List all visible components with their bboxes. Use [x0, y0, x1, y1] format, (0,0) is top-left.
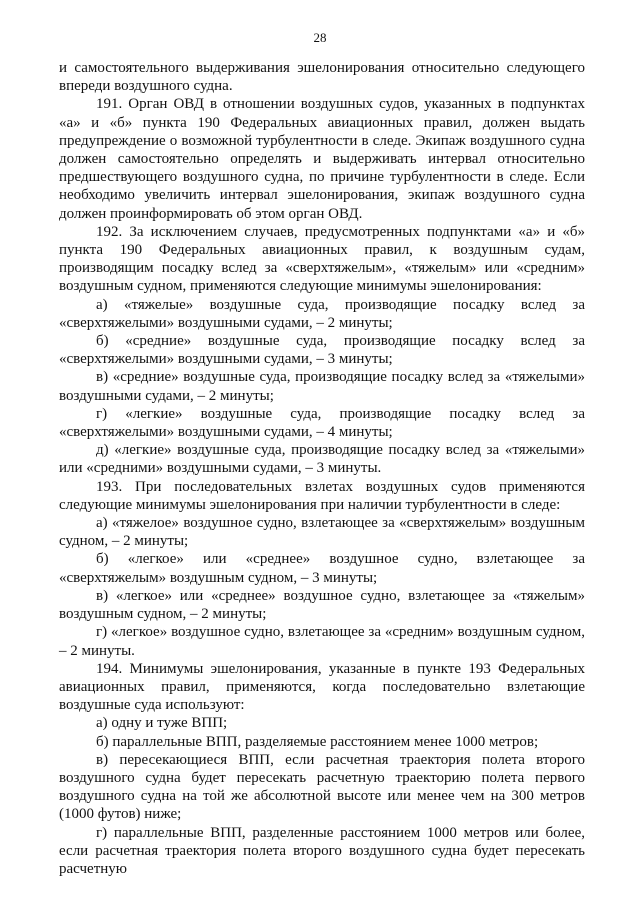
list-item-194-g: г) параллельные ВПП, разделенные расстоянием 1000 метров или более, если расчетная траектория полета второго воздушного судна будет пересекать расчетную	[59, 824, 585, 877]
list-item-192-b: б) «средние» воздушные суда, производящие посадку вслед за «сверхтяжелыми» воздушными судами, – 3 минуты;	[59, 333, 585, 368]
paragraph-193: 193. При последовательных взлетах воздушных судов применяются следующие минимумы эшелонирования при наличии турбулентности в следе:	[59, 478, 585, 513]
paragraph-192: 192. За исключением случаев, предусмотренных подпунктами «а» и «б» пункта 190 Федеральных авиационных правил, к воздушным судам, производящим посадку вслед за «сверхтяжелым», «тяжелым» или «средним» воздушным судном, применяются следующие минимумы эшелонирования:	[59, 223, 585, 295]
list-item-194-a: а) одну и туже ВПП;	[96, 715, 228, 732]
list-item-193-a: а) «тяжелое» воздушное судно, взлетающее за «сверхтяжелым» воздушным судном, – 2 минуты;	[59, 515, 585, 550]
list-item-193-g: г) «легкое» воздушное судно, взлетающее за «средним» воздушным судном, – 2 минуты.	[59, 624, 585, 659]
list-item-192-v: в) «средние» воздушные суда, производящие посадку вслед за «тяжелыми» воздушными судами, – 2 минуты;	[59, 369, 585, 404]
list-item-192-a: а) «тяжелые» воздушные суда, производящие посадку вслед за «сверхтяжелыми» воздушными судами, – 2 минуты;	[59, 296, 585, 331]
list-item-194-b: б) параллельные ВПП, разделяемые расстоянием менее 1000 метров;	[96, 733, 539, 750]
document-body	[59, 59, 585, 878]
page-number: 28	[313, 30, 327, 45]
paragraph-continuation: и самостоятельного выдерживания эшелонирования относительно следующего впереди воздушного судна.	[59, 60, 585, 95]
list-item-192-d: д) «легкие» воздушные суда, производящие посадку вслед за «тяжелыми» или «средними» воздушными судами, – 3 минуты.	[59, 442, 585, 477]
list-item-193-v: в) «легкое» или «среднее» воздушное судно, взлетающее за «тяжелым» воздушным судном, – 2 минуты;	[59, 587, 585, 623]
paragraph-194: 194. Минимумы эшелонирования, указанные в пункте 193 Федеральных авиационных правил, применяются, когда последовательно взлетающие воздушные суда используют:	[59, 660, 585, 714]
paragraph-191: 191. Орган ОВД в отношении воздушных судов, указанных в подпунктах «а» и «б» пункта 190 Федеральных авиационных правил, должен выдать предупреждение о возможной турбулентности в следе. Экипаж воздушного судна должен самостоятельно определять и выдерживать интервал относительно предшествующего воздушного судна, по причине турбулентности в следе. Если необходимо увеличить интервал эшелонирования, экипаж воздушного судна должен проинформировать об этом орган ОВД.	[59, 96, 585, 222]
list-item-192-g: г) «легкие» воздушные суда, производящие посадку вслед за «сверхтяжелыми» воздушными судами, – 4 минуты;	[59, 405, 585, 441]
list-item-194-v: в) пересекающиеся ВПП, если расчетная траектория полета второго воздушного судна будет пересекать расчетную траекторию полета первого воздушного судна на той же абсолютной высоте или менее чем на 300 метров (1000 футов) ниже;	[59, 751, 585, 823]
list-item-193-b: б) «легкое» или «среднее» воздушное судно, взлетающее за «сверхтяжелым» воздушным судном, – 3 минуты;	[59, 551, 585, 586]
